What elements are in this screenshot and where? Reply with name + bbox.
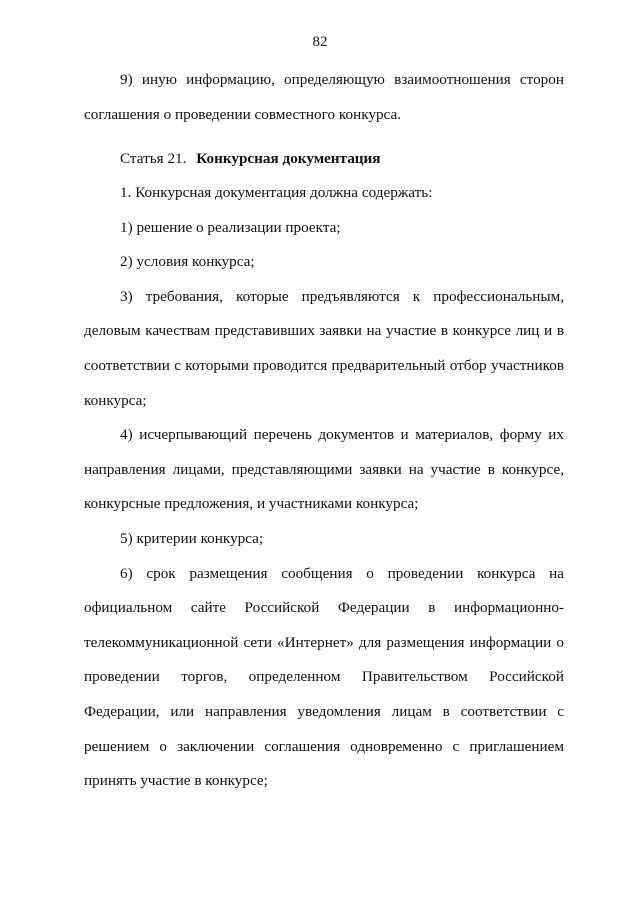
item-1: 1) решение о реализации проекта; xyxy=(120,218,341,236)
item-2: 2) условия конкурса; xyxy=(120,253,255,271)
body-text xyxy=(84,63,564,132)
item-3: 3) требования, которые предъявляются к профессиональным, деловым качествам представивших заявки на участие в конкурсе лиц и в соответствии с которыми проводится предварительный отбор участников конкурса; xyxy=(84,287,564,409)
article-body xyxy=(84,176,564,799)
item-intro: 1. Конкурсная документация должна содержать: xyxy=(120,184,433,201)
article-number: Статья 21. xyxy=(120,150,187,167)
item-5: 5) критерии конкурса; xyxy=(120,529,264,547)
article-heading xyxy=(84,142,564,177)
page-number: 82 xyxy=(312,34,328,50)
paragraph-9: 9) иную информацию, определяющую взаимоотношения сторон соглашения о проведении совместного конкурса. xyxy=(84,71,564,123)
item-6: 6) срок размещения сообщения о проведении конкурса на официальном сайте Российской Федерации в информационно-телекоммуникационной сети «Интернет» для размещения информации о проведении торгов, определенном Правительством Российской Федерации, или направления уведомления лицам в соответствии с решением о заключении соглашения одновременно с приглашением принять участие в конкурсе; xyxy=(84,564,564,790)
item-4: 4) исчерпывающий перечень документов и материалов, форму их направления лицами, представляющими заявки на участие в конкурсе, конкурсные предложения, и участниками конкурса; xyxy=(84,426,564,513)
article-title: Конкурсная документация xyxy=(196,150,381,167)
